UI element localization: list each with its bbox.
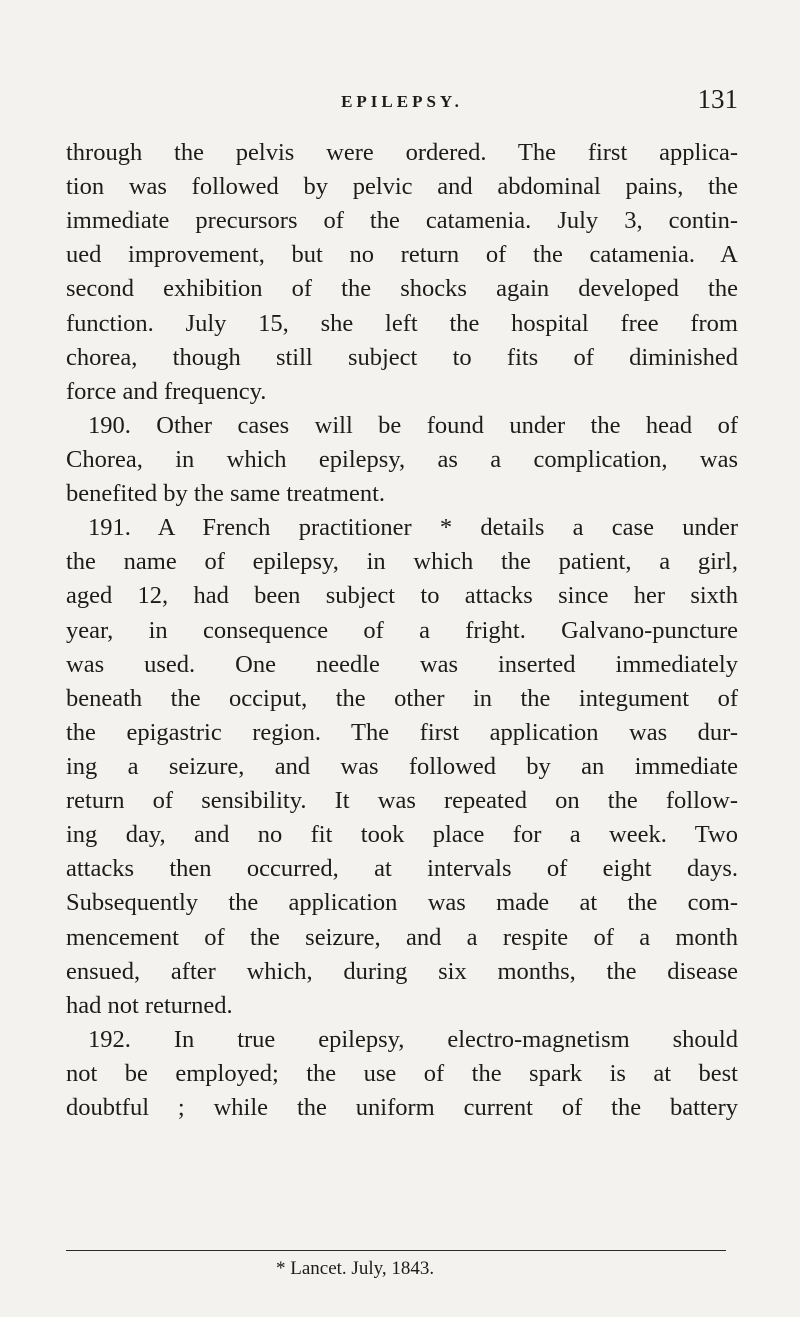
text-line: was used. One needle was inserted immediately: [66, 650, 738, 678]
text-line: Chorea, in which epilepsy, as a complication, was: [66, 445, 738, 473]
body-text: [66, 136, 738, 1125]
footnote-divider: [66, 1250, 726, 1251]
text-line: mencement of the seizure, and a respite of a month: [66, 923, 738, 951]
text-line: force and frequency.: [66, 377, 267, 405]
text-line: function. July 15, she left the hospital free from: [66, 309, 738, 337]
running-head: [66, 84, 738, 120]
running-title: EPILEPSY.: [341, 92, 463, 111]
text-line: aged 12, had been subject to attacks since her sixth: [66, 582, 738, 610]
text-line: ing day, and no fit took place for a week. Two: [66, 821, 738, 849]
text-line: return of sensibility. It was repeated on the follow-: [66, 787, 738, 815]
text-line: chorea, though still subject to fits of diminished: [66, 343, 738, 371]
text-line: year, in consequence of a fright. Galvano-puncture: [66, 616, 738, 644]
text-line: 190. Other cases will be found under the head of: [88, 411, 738, 439]
text-line: the epigastric region. The first application was dur-: [66, 718, 738, 746]
text-line: benefited by the same treatment.: [66, 480, 386, 508]
text-line: attacks then occurred, at intervals of eight days.: [66, 855, 738, 883]
text-line: Subsequently the application was made at the com-: [66, 889, 738, 917]
text-line: immediate precursors of the catamenia. July 3, contin-: [66, 207, 738, 235]
text-line: ued improvement, but no return of the catamenia. A: [66, 241, 738, 269]
text-line: 191. A French practitioner * details a case under: [88, 514, 738, 542]
text-line: not be employed; the use of the spark is at best: [66, 1059, 738, 1087]
text-line: beneath the occiput, the other in the integument of: [66, 684, 738, 712]
page-number: 131: [697, 84, 738, 114]
text-line: second exhibition of the shocks again developed the: [66, 275, 738, 303]
text-line: doubtful ; while the uniform current of the battery: [66, 1094, 738, 1122]
text-line: tion was followed by pelvic and abdominal pains, the: [66, 173, 738, 201]
text-line: ing a seizure, and was followed by an immediate: [66, 752, 738, 780]
text-line: 192. In true epilepsy, electro-magnetism should: [88, 1025, 738, 1053]
text-line: ensued, after which, during six months, the disease: [66, 957, 738, 985]
text-line: the name of epilepsy, in which the patient, a girl,: [66, 548, 738, 576]
text-line: had not returned.: [66, 991, 233, 1019]
text-line: through the pelvis were ordered. The first applica-: [66, 139, 738, 166]
footnote: * Lancet. July, 1843.: [276, 1258, 435, 1279]
